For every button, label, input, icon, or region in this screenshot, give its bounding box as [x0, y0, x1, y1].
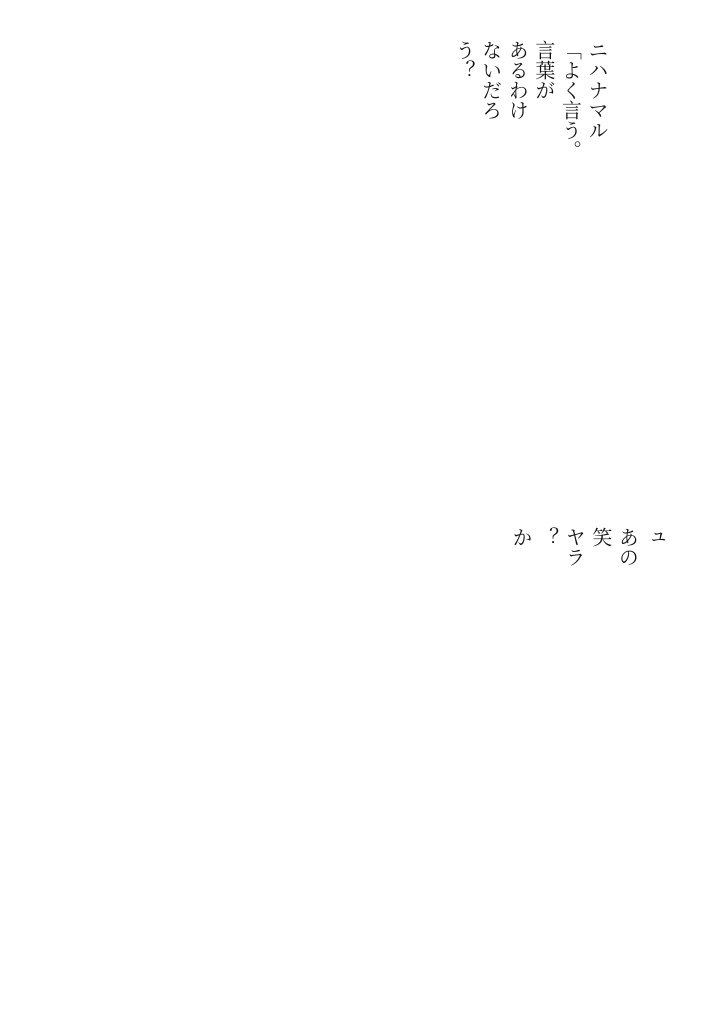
text-line: ニハナマル [585, 40, 609, 140]
text-line: か [509, 527, 534, 547]
text-line: ヤラ [562, 527, 587, 567]
text-line: 笑 [588, 527, 613, 547]
text-line: 言葉が [531, 40, 556, 100]
text-line: 「よく言う。 [558, 40, 583, 160]
text-line: ないだろ [478, 40, 503, 120]
text-line: ュ [642, 527, 666, 547]
text-line: あるわけ [505, 40, 530, 120]
text-line: ？ [535, 527, 560, 547]
upper-text-block [110, 40, 610, 492]
lower-text-block [167, 527, 667, 989]
text-line: う？ [452, 40, 477, 80]
text-line: あの [615, 527, 640, 567]
